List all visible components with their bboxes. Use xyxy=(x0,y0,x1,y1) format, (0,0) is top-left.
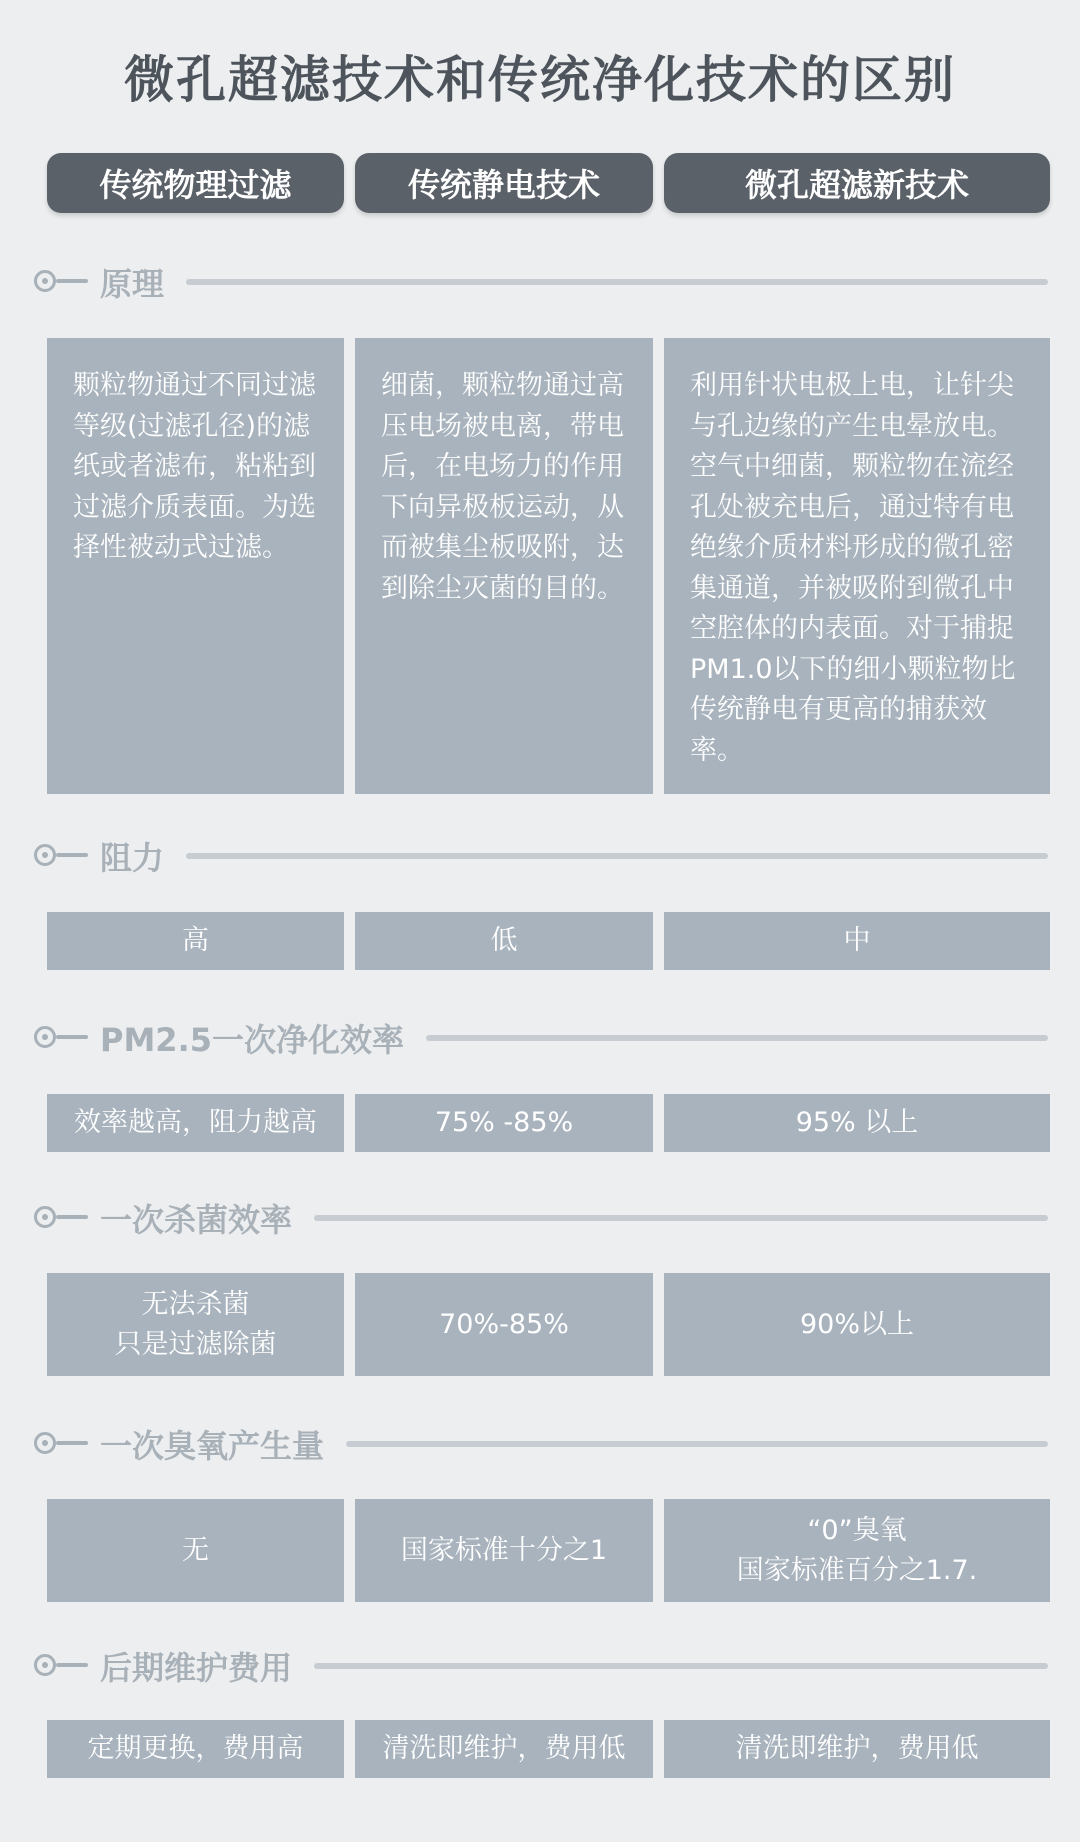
cell-principle-micropore: 利用针状电极上电，让针尖与孔边缘的产生电晕放电。空气中细菌，颗粒物在流经孔处被充电后，通过特有电绝缘介质材料形成的微孔密集通道，并被吸附到微孔中空腔体的内表面。对于捕捉PM1.0以下的细小颗粒物比传统静电有更高的捕获效率。 xyxy=(664,338,1050,794)
section-header-pm25-efficiency xyxy=(34,1018,1048,1058)
section-header-principle xyxy=(34,262,1048,302)
page-title: 微孔超滤技术和传统净化技术的区别 xyxy=(124,51,956,109)
section-label: 一次杀菌效率 xyxy=(100,1201,293,1239)
cell-pm25-electrostatic: 75% -85% xyxy=(355,1094,653,1152)
cell-ozone-electrostatic: 国家标准十分之1 xyxy=(355,1499,653,1602)
section-header-maintenance-cost xyxy=(34,1646,1048,1686)
section-divider xyxy=(186,279,1048,285)
cell-ozone-physical: 无 xyxy=(47,1499,344,1602)
section-divider xyxy=(186,853,1048,859)
cell-principle-physical: 颗粒物通过不同过滤等级(过滤孔径)的滤纸或者滤布，粘粘到过滤介质表面。为选择性被动式过滤。 xyxy=(47,338,344,794)
section-divider xyxy=(426,1035,1048,1041)
section-label: 原理 xyxy=(100,265,165,303)
section-divider xyxy=(346,1441,1048,1447)
section-header-ozone-output xyxy=(34,1424,1048,1464)
section-divider xyxy=(314,1215,1048,1221)
section-header-resistance xyxy=(34,836,1048,876)
section-label: PM2.5一次净化效率 xyxy=(100,1021,404,1059)
section-label: 后期维护费用 xyxy=(100,1649,293,1687)
section-marker-icon xyxy=(34,836,90,876)
section-marker-icon xyxy=(34,1198,90,1238)
section-marker-icon xyxy=(34,1424,90,1464)
section-marker-icon xyxy=(34,1018,90,1058)
cell-resistance-electrostatic: 低 xyxy=(355,912,653,970)
cell-sterilization-physical: 无法杀菌 只是过滤除菌 xyxy=(47,1273,344,1376)
section-header-sterilization-efficiency xyxy=(34,1198,1048,1238)
section-label: 阻力 xyxy=(100,839,165,877)
column-header-micropore-ultrafiltration: 微孔超滤新技术 xyxy=(664,153,1050,213)
cell-ozone-micropore: “0”臭氧 国家标准百分之1.7. xyxy=(664,1499,1050,1602)
cell-pm25-physical: 效率越高，阻力越高 xyxy=(47,1094,344,1152)
cell-maintenance-micropore: 清洗即维护，费用低 xyxy=(664,1720,1050,1778)
section-divider xyxy=(314,1663,1048,1669)
cell-sterilization-micropore: 90%以上 xyxy=(664,1273,1050,1376)
cell-maintenance-electrostatic: 清洗即维护，费用低 xyxy=(355,1720,653,1778)
section-marker-icon xyxy=(34,1646,90,1686)
cell-resistance-physical: 高 xyxy=(47,912,344,970)
column-header-electrostatic: 传统静电技术 xyxy=(355,153,653,213)
cell-maintenance-physical: 定期更换，费用高 xyxy=(47,1720,344,1778)
cell-principle-electrostatic: 细菌，颗粒物通过高压电场被电离，带电后，在电场力的作用下向异极板运动，从而被集尘板吸附，达到除尘灭菌的目的。 xyxy=(355,338,653,794)
column-header-physical-filter: 传统物理过滤 xyxy=(47,153,344,213)
cell-sterilization-electrostatic: 70%-85% xyxy=(355,1273,653,1376)
cell-pm25-micropore: 95% 以上 xyxy=(664,1094,1050,1152)
cell-resistance-micropore: 中 xyxy=(664,912,1050,970)
section-label: 一次臭氧产生量 xyxy=(100,1427,325,1465)
section-marker-icon xyxy=(34,262,90,302)
